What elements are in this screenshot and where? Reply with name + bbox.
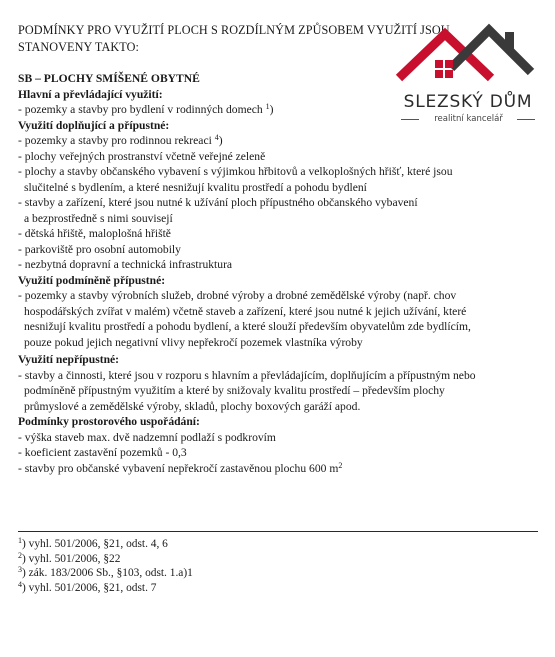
supplementary-use-heading: Využití doplňující a přípustné: xyxy=(18,118,170,132)
supplementary-use-item: - stavby a zařízení, které jsou nutné k užívání ploch přípustného občanského vybavení xyxy=(18,195,538,211)
spatial-condition-item: - stavby pro občanské vybavení nepřekročí zastavěnou plochu 600 $m^2$ xyxy=(18,461,538,477)
main-use-item: - pozemky a stavby pro bydlení v rodinných domech $^1$) xyxy=(18,102,538,118)
supplementary-use-item-continuation: a bezprostředně s nimi souvisejí xyxy=(24,211,173,225)
supplementary-use-item: - nezbytná dopravní a technická infrastruktura xyxy=(18,257,538,273)
footnote: $^3$) zák. 183/2006 Sb., §103, odst. 1.a)1 xyxy=(18,565,193,579)
spatial-condition-item: - koeficient zastavění pozemků - 0,3 xyxy=(18,445,538,461)
conditional-use-heading: Využití podmíněně přípustné: xyxy=(18,273,166,287)
footnote: $^1$) vyhl. 501/2006, §21, odst. 4, 6 xyxy=(18,536,168,550)
prohibited-use-line: průmyslové a zemědělské výroby, skladů, plochy boxových garáží apod. xyxy=(24,399,361,413)
supplementary-use-item: - pozemky a stavby pro rodinnou rekreaci $^4$) xyxy=(18,133,538,149)
supplementary-use-item-continuation: slučitelné s bydlením, a které nesnižují kvalitu prostředí a pohodu bydlení xyxy=(24,180,367,194)
logo-wordmark: SLEZSKÝ DŮM xyxy=(403,92,533,112)
conditional-use-line: - pozemky a stavby výrobních služeb, drobné výroby a drobné zemědělské výroby (např. chov xyxy=(18,288,538,304)
footnote-divider xyxy=(18,531,538,532)
heading-line-1: PODMÍNKY PRO VYUŽITÍ PLOCH S ROZDÍLNÝM ZPŮSOBEM VYUŽITÍ JSOU xyxy=(18,23,450,37)
supplementary-use-item: - plochy veřejných prostranství včetně veřejné zeleně xyxy=(18,149,538,165)
spatial-conditions-heading: Podmínky prostorového uspořádání: xyxy=(18,415,200,428)
supplementary-use-item: - dětská hřiště, maloplošná hřiště xyxy=(18,226,538,242)
footnote: $^2$) vyhl. 501/2006, §22 xyxy=(18,550,121,565)
prohibited-use-heading: Využití nepřípustné: xyxy=(18,353,120,366)
conditional-use-line: pouze pokud jejich negativní vlivy nepřekročí pozemek vlastníka výroby xyxy=(24,335,363,349)
prohibited-use-line: - stavby a činnosti, které jsou v rozporu s hlavním a převládajícím, doplňujícím a přípustným nebo xyxy=(18,368,538,384)
conditional-use-line: nesnižují kvalitu prostředí a pohodu bydlení, a které slouží především obyvatelům zde bydlícím, xyxy=(24,320,471,333)
supplementary-use-item: - plochy a stavby občanského vybavení s výjimkou hřbitovů a velkoplošných hřišť, které jsou xyxy=(18,164,538,180)
conditional-use-line: hospodářských zvířat v malém) včetně staveb a zařízení, které jsou nutné k jejich užívání, které xyxy=(24,304,467,318)
footnote: $^4$) vyhl. 501/2006, §21, odst. 7 xyxy=(18,579,157,594)
section-title: SB – PLOCHY SMÍŠENÉ OBYTNÉ xyxy=(18,72,200,85)
heading-line-2: STANOVENY TAKTO: xyxy=(18,40,139,54)
prohibited-use-line: podmíněně přípustným využitím a které by snižovaly kvalitu prostředí – především plochy xyxy=(24,384,445,397)
document-body xyxy=(18,71,538,476)
main-use-heading: Hlavní a převládající využití: xyxy=(18,87,163,101)
footnotes xyxy=(18,537,318,595)
logo-subtitle: realitní kancelář xyxy=(434,114,503,124)
supplementary-use-item: - parkoviště pro osobní automobily xyxy=(18,242,538,258)
spatial-condition-item: - výška staveb max. dvě nadzemní podlaží s podkrovím xyxy=(18,430,538,446)
